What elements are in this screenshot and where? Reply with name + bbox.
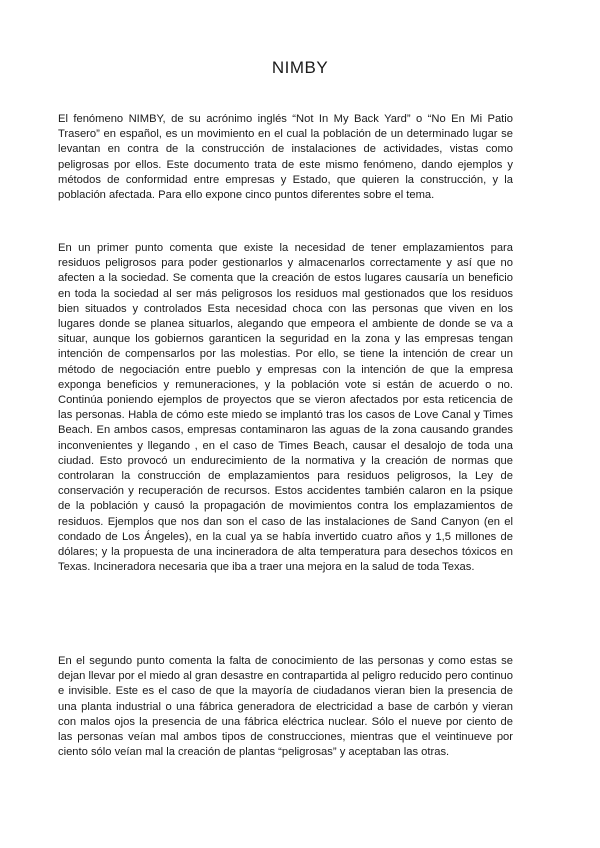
second-point-paragraph: En el segundo punto comenta la falta de conocimiento de las personas y como estas se dejan llevar por el miedo al gran desastre en contrapartida al peligro reducido pero continuo e invisible. Este es el caso de que la mayoría de ciudadanos vieran bien la presencia de una planta industrial o una fábrica generadora de electricidad a base de carbón y vieran con malos ojos la presencia de una fábrica eléctrica nuclear. Sólo el nueve por ciento de las personas veían mal ambos tipos de construcciones, mientras que el veintinueve por ciento sólo veían mal la creación de plantas “peligrosas” y aceptaban las otras.	[58, 655, 513, 759]
first-point-paragraph: En un primer punto comenta que existe la necesidad de tener emplazamientos para residuos peligrosos para poder gestionarlos y almacenarlos correctamente y así que no afecten a la sociedad. Se comenta que la creación de estos lugares causaría un beneficio en toda la sociedad al ser más peligrosos los residuos mal gestionados que los residuos bien situados y controlados Esta necesidad choca con las personas que viven en los lugares donde se planea situarlos, alegando que empeora el ambiente de donde se va a situar, aunque los gobiernos garanticen la seguridad en la zona y las empresas tengan intención de compensarlos por las molestias. Por ello, se tiene la intención de crear un método de negociación entre pueblo y empresas con la intención de que la empresa exponga beneficios y remuneraciones, y la población vote si están de acuerdo o no. Continúa poniendo ejemplos de proyectos que se vieron afectados por esta reticencia de las personas. Habla de cómo este miedo se implantó tras los casos de Love Canal y Times Beach. En ambos casos, empresas contaminaron las aguas de la zona causando grandes inconvenientes y llegando , en el caso de Times Beach, causar el desalojo de toda una ciudad. Esto provocó un endurecimiento de la normativa y la creación de normas que controlaran la construcción de emplazamientos para residuos peligrosos, la Ley de conservación y recuperación de recursos. Estos accidentes también calaron en la psique de la población y causó la propagación de movimientos contra los emplazamientos de residuos. Ejemplos que nos dan son el caso de las instalaciones de Sand Canyon (en el condado de Los Ángeles), en la cual ya se había invertido cuatro años y 1,5 millones de dólares; y la propuesta de una incineradora de alta temperatura para desechos tóxicos en Texas. Incineradora necesaria que iba a traer una mejora en la salud de toda Texas.	[58, 242, 513, 574]
document-title: NIMBY	[271, 58, 329, 77]
intro-paragraph: El fenómeno NIMBY, de su acrónimo inglés “Not In My Back Yard” o “No En Mi Patio Trasero” en español, es un movimiento en el cual la población de un determinado lugar se levantan en contra de la construcción de instalaciones de actividades, vistas como peligrosas por ellos. Este documento trata de este mismo fenómeno, dando ejemplos y métodos de conformidad entre empresas y Estado, que quieren la construcción, y la población afectada. Para ello expone cinco puntos diferentes sobre el tema.	[58, 113, 513, 202]
